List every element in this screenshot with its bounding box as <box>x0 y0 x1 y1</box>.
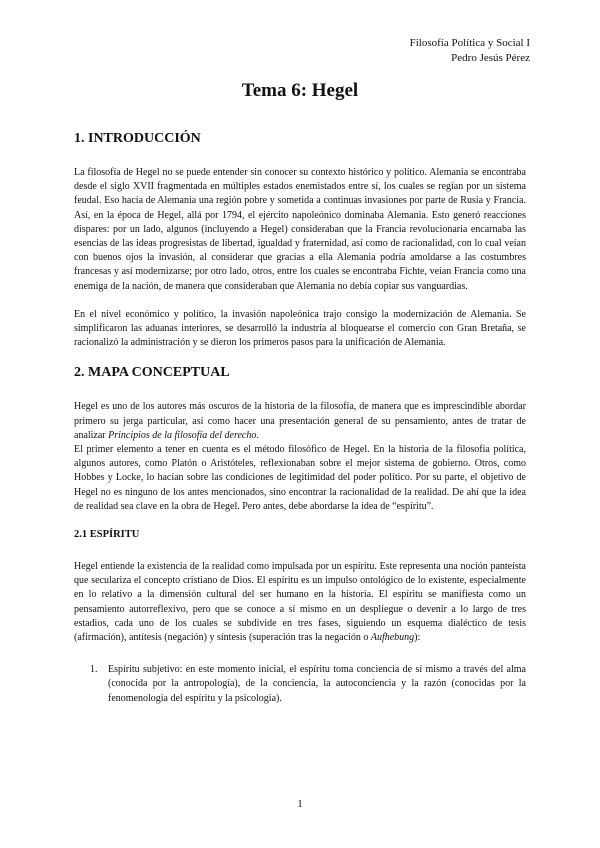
list-item <box>74 663 526 706</box>
book-title: Principios de la filosofía del derecho <box>108 429 257 441</box>
document-title: Tema 6: Hegel <box>241 80 359 101</box>
section-2-paragraph-1 <box>74 400 526 443</box>
list-item-number: 1. <box>90 664 98 676</box>
section-2-p1-text: Hegel es uno de los autores más oscuros de la historia de la filosofía, de manera que es imprescindible abordar primero su jerga particular, así como hacer una presentación general de su pensamiento, antes de tratar de analizar <box>74 401 526 441</box>
section-1-paragraph-1: La filosofía de Hegel no se puede entender sin conocer su contexto histórico y político. Alemania se encontraba desde el siglo XVII fragmentada en múltiples estados enemistados entre sí, los cuales se regían por un sistema feudal. Eso hacía de Alemania una región pobre y sometida a continuas invasiones por parte de Rusia y Francia. Así, en la época de Hegel, allá por 1794, el ejército napoleónico dominaba Alemania. Esto generó reacciones dispares: por un lado, algunos (incluyendo a Hegel) consideraban que la Francia revolucionaria encarnaba las esencias de las ideas progresistas de libertad, igualdad y fraternidad, así como de racionalidad, con lo cual veían con buenos ojos la invasión, al considerar que gracias a ella Alemania podría amoldarse a las costumbres francesas y así modernizarse; por otro lado, otros, entre los cuales se encontraba Fichte, veían Francia como una enemiga de la nación, de manera que consideraban que Alemania no debía copiar sus vanguardias. <box>74 167 526 292</box>
section-1-paragraph-2: En el nivel económico y político, la invasión napoleónica trajo consigo la modernización de Alemania. Se simplificaron las aduanas interiores, se desarrolló la industria al bloquearse el comercio con Gran Bretaña, se racionalizó la administración y se dieron los primeros pasos para la unificación de Alemania. <box>74 308 526 349</box>
section-2-p1-end: . <box>256 429 259 441</box>
section-2-heading: 2. MAPA CONCEPTUAL <box>74 365 230 381</box>
header-course: Filosofía Política y Social I <box>409 37 530 49</box>
aufhebung-term: Aufhebung <box>370 632 415 644</box>
section-2-1-p1-text: Hegel entiende la existencia de la realidad como impulsada por un espíritu. Este representa una noción panteísta que seculariza el concepto cristiano de Dios. El espíritu es un impulso ontológico de lo existente, especialmente en lo relativo a la dimensión cultural del ser humano en la historia. El espíritu se manifiesta como un pensamiento autorreflexivo, pero que se conoce a sí mismo en un despliegue o devenir a lo largo de tres estadios, cada uno de los cuales se subdivide en tres fases, siguiendo un esquema dialéctico de tesis (afirmación), antítesis (negación) y síntesis (superación tras la negación o <box>74 561 526 644</box>
section-2-1-p1-end: ): <box>414 632 421 644</box>
section-2-1-heading: 2.1 ESPÍRITU <box>74 529 140 541</box>
section-2-1-paragraph-1 <box>74 560 526 645</box>
section-1-heading: 1. INTRODUCCIÓN <box>74 131 201 146</box>
stages-list <box>74 663 526 706</box>
page-number: 1 <box>297 798 303 810</box>
list-item-text: Espíritu subjetivo: en este momento inicial, el espíritu toma conciencia de sí mismo a través del alma (conocida por la antropología), de la conciencia, la autoconciencia y la razón (conocidas por la fenomenología del espíritu y la psicología). <box>108 664 526 704</box>
header-author: Pedro Jesús Pérez <box>451 52 530 64</box>
section-2-paragraph-2: El primer elemento a tener en cuenta es el método filosófico de Hegel. En la historia de la filosofía política, algunos autores, como Platón o Aristóteles, reflexionaban sobre el mejor sistema de gobierno. Otros, como Hobbes y Locke, lo hacían sobre las condiciones de legitimidad del poder político. Por su parte, el objetivo de Hegel no es ninguno de los antes mencionados, sino encontrar la racionalidad de la realidad. De ahí que la idea de realidad sea clave en la obra de Hegel. Pero antes, debe abordarse la idea de “espíritu”. <box>74 444 526 512</box>
document-body <box>74 130 526 706</box>
page-header <box>410 36 530 66</box>
